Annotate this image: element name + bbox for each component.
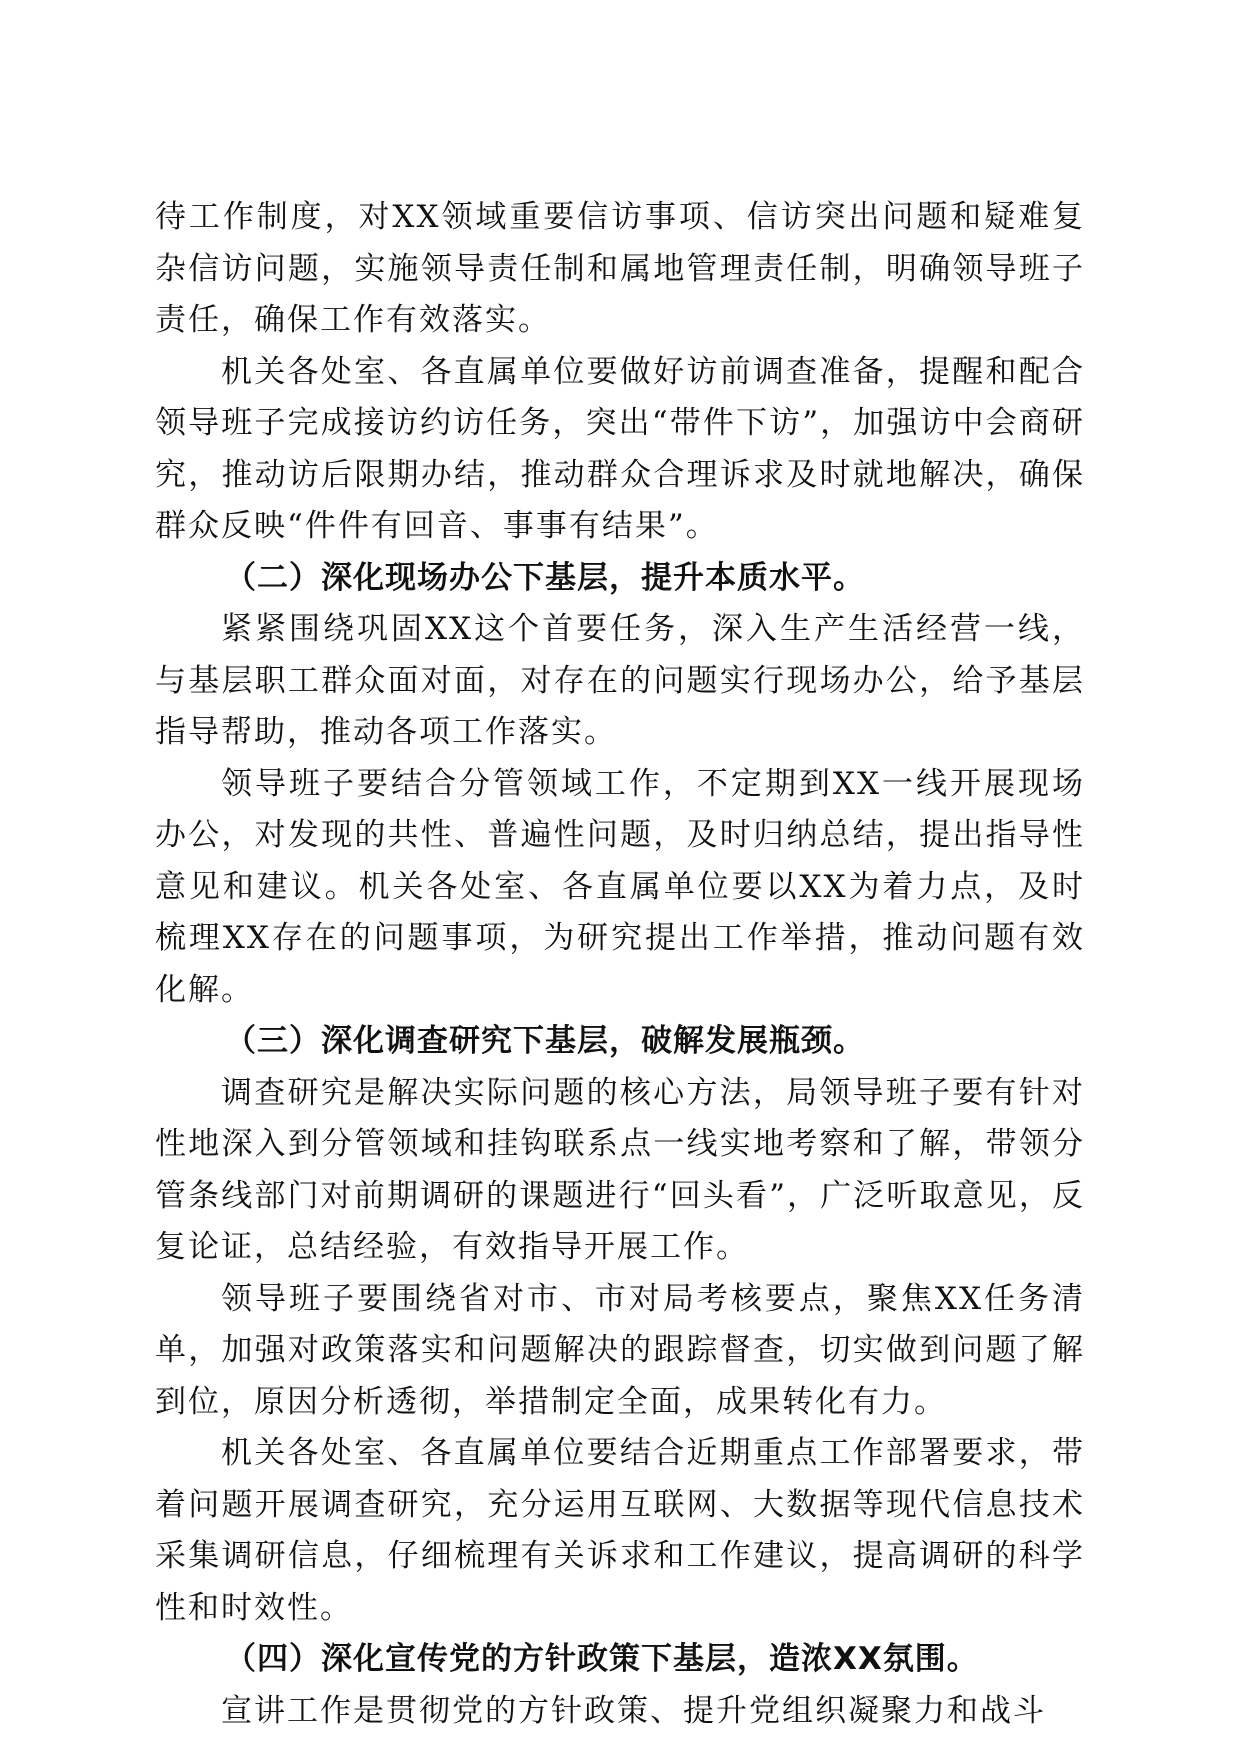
body-paragraph: 机关各处室、各直属单位要做好访前调查准备，提醒和配合领导班子完成接访约访任务，突出“带件下访”，加强访中会商研究，推动访后限期办结，推动群众合理诉求及时就地解决，确保群众反映“件件有回音、事事有结果”。 <box>155 353 1085 544</box>
body-paragraph: 领导班子要围绕省对市、市对局考核要点，聚焦XX任务清单，加强对政策落实和问题解决的跟踪督查，切实做到问题了解到位，原因分析透彻，举措制定全面，成果转化有力。 <box>155 1280 1085 1420</box>
body-paragraph: 机关各处室、各直属单位要结合近期重点工作部署要求，带着问题开展调查研究，充分运用互联网、大数据等现代信息技术采集调研信息，仔细梳理有关诉求和工作建议，提高调研的科学性和时效性。 <box>155 1435 1085 1626</box>
body-paragraph: 调查研究是解决实际问题的核心方法，局领导班子要有针对性地深入到分管领域和挂钩联系点一线实地考察和了解，带领分管条线部门对前期调研的课题进行“回头看”，广泛听取意见，反复论证，总结经验，有效指导开展工作。 <box>155 1074 1085 1265</box>
body-paragraph: 领导班子要结合分管领域工作，不定期到XX一线开展现场办公，对发现的共性、普遍性问题，及时归纳总结，提出指导性意见和建议。机关各处室、各直属单位要以XX为着力点，及时梳理XX存在的问题事项，为研究提出工作举措，推动问题有效化解。 <box>155 765 1085 1008</box>
section-heading: （三）深化调查研究下基层，破解发展瓶颈。 <box>225 1023 865 1059</box>
body-paragraph: 宣讲工作是贯彻党的方针政策、提升党组织凝聚力和战斗 <box>221 1692 1046 1729</box>
section-heading: （四）深化宣传党的方针政策下基层，造浓XX氛围。 <box>225 1641 979 1677</box>
document-body <box>155 192 1085 1737</box>
section-heading: （二）深化现场办公下基层，提升本质水平。 <box>225 559 865 596</box>
body-paragraph: 待工作制度，对XX领域重要信访事项、信访突出问题和疑难复杂信访问题，实施领导责任制和属地管理责任制，明确领导班子责任，确保工作有效落实。 <box>155 199 1085 338</box>
body-paragraph: 紧紧围绕巩固XX这个首要任务，深入生产生活经营一线，与基层职工群众面对面，对存在的问题实行现场办公，给予基层指导帮助，推动各项工作落实。 <box>155 611 1085 750</box>
